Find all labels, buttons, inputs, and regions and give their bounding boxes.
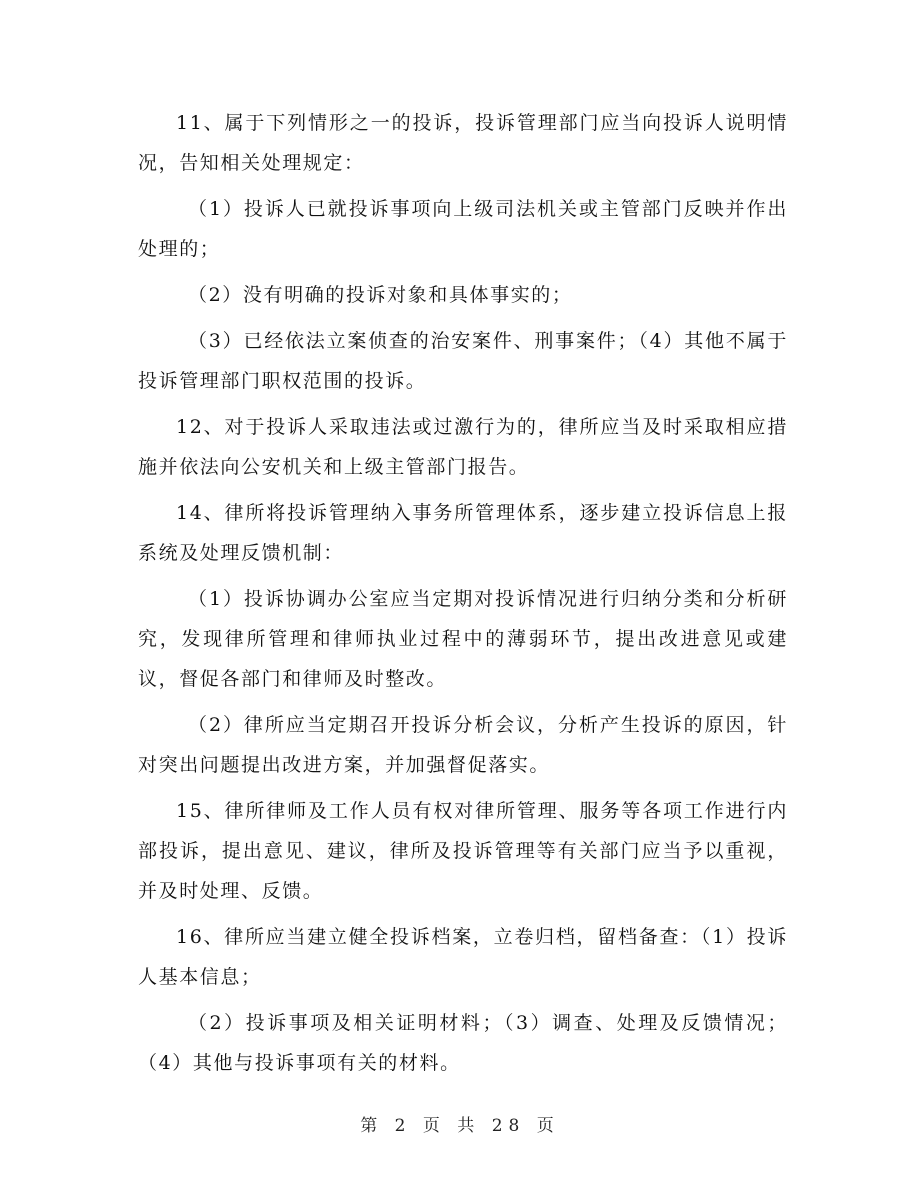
paragraph-clause-11-item-1: （1）投诉人已就投诉事项向上级司法机关或主管部门反映并作出处理的； — [138, 198, 788, 260]
paragraph-clause-11-item-3-4: （3）已经依法立案侦查的治安案件、刑事案件；（4）其他不属于投诉管理部门职权范围的投诉。 — [138, 330, 788, 392]
document-body — [138, 103, 788, 1089]
paragraph-clause-11: 11、属于下列情形之一的投诉，投诉管理部门应当向投诉人说明情况，告知相关处理规定： — [138, 112, 788, 174]
paragraph-clause-15: 15、律所律师及工作人员有权对律所管理、服务等各项工作进行内部投诉，提出意见、建议，律所及投诉管理等有关部门应当予以重视，并及时处理、反馈。 — [138, 800, 788, 902]
page-number-footer: 第 2 页 共 28 页 — [360, 1116, 560, 1136]
paragraph-clause-16-items: （2）投诉事项及相关证明材料；（3）调查、处理及反馈情况；（4）其他与投诉事项有关的材料。 — [138, 1012, 788, 1074]
paragraph-clause-14: 14、律所将投诉管理纳入事务所管理体系，逐步建立投诉信息上报系统及处理反馈机制： — [138, 502, 788, 564]
paragraph-clause-14-item-2: （2）律所应当定期召开投诉分析会议，分析产生投诉的原因，针对突出问题提出改进方案，并加强督促落实。 — [138, 714, 788, 776]
paragraph-clause-12: 12、对于投诉人采取违法或过激行为的，律所应当及时采取相应措施并依法向公安机关和上级主管部门报告。 — [138, 416, 788, 478]
paragraph-clause-14-item-1: （1）投诉协调办公室应当定期对投诉情况进行归纳分类和分析研究，发现律所管理和律师执业过程中的薄弱环节，提出改进意见或建议，督促各部门和律师及时整改。 — [138, 588, 788, 690]
paragraph-clause-11-item-2: （2）没有明确的投诉对象和具体事实的； — [188, 284, 573, 306]
paragraph-clause-16: 16、律所应当建立健全投诉档案，立卷归档，留档备查：（1）投诉人基本信息； — [138, 926, 788, 988]
